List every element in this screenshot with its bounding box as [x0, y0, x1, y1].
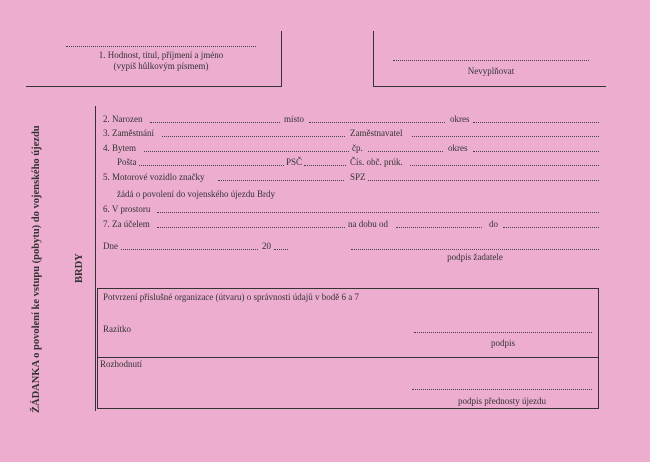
header-left-bottom-border	[26, 86, 282, 87]
header-left-border	[281, 31, 282, 87]
residence-district-field[interactable]	[473, 151, 599, 152]
birth-district-label: okres	[450, 114, 470, 124]
residence-district-label: okres	[448, 143, 468, 153]
vehicle-label: 5. Motorové vozidlo značky	[103, 172, 205, 182]
confirmation-heading: Potvrzení příslušné organizace (útvaru) o správnosti údajů v bodě 6 a 7	[103, 292, 360, 302]
decision-heading: Rozhodnutí	[100, 359, 142, 369]
year-field[interactable]	[274, 249, 288, 250]
applicant-signature-field[interactable]	[351, 249, 599, 250]
plate-field[interactable]	[368, 180, 599, 181]
area-field[interactable]	[157, 212, 599, 213]
house-number-label: čp.	[352, 143, 363, 153]
name-caption-1: 1. Hodnost, titul, příjmení a jméno	[98, 50, 224, 60]
residence-label: 4. Bytem	[103, 143, 136, 153]
purpose-field[interactable]	[157, 227, 345, 228]
form-title: ŽÁDANKA o povolení ke vstupu (pobytu) do vojenského újezdu	[31, 125, 42, 413]
request-text: žádá o povolení do vojenského újezdu Brdy	[117, 189, 275, 199]
vehicle-field[interactable]	[218, 180, 344, 181]
name-caption-2: (vypiš hůlkovým písmem)	[113, 61, 209, 71]
occupation-field[interactable]	[162, 136, 345, 137]
postal-code-field[interactable]	[304, 165, 346, 166]
birth-district-field[interactable]	[473, 122, 599, 123]
birthplace-label: místo	[284, 114, 305, 124]
employer-label: Zaměstnavatel	[350, 128, 403, 138]
date-field[interactable]	[121, 249, 258, 250]
area-label: 6. V prostoru	[103, 204, 151, 214]
office-use-line	[393, 60, 589, 61]
stamp-label: Razítko	[103, 324, 131, 334]
director-signature-field[interactable]	[412, 389, 592, 390]
office-use-caption: Nevyplňovat	[467, 66, 515, 76]
area-title: BRDY	[74, 253, 85, 283]
born-label: 2. Narozen	[103, 114, 143, 124]
director-signature-caption: podpis přednosty újezdu	[458, 396, 546, 406]
confirmation-signature-caption: podpis	[490, 338, 515, 348]
header-right-border	[373, 31, 374, 87]
id-card-field[interactable]	[410, 165, 599, 166]
occupation-label: 3. Zaměstnání	[103, 128, 154, 138]
house-number-field[interactable]	[368, 151, 443, 152]
header-right-bottom-border	[373, 86, 606, 87]
period-to-label: do	[489, 219, 498, 229]
employer-field[interactable]	[412, 136, 599, 137]
confirmation-signature-field[interactable]	[414, 332, 592, 333]
period-to-field[interactable]	[503, 227, 599, 228]
purpose-label: 7. Za účelem	[103, 219, 150, 229]
id-card-label: Čís. obč. prúk.	[350, 157, 403, 167]
form-left-rule	[95, 106, 96, 411]
plate-label: SPZ	[350, 172, 366, 182]
applicant-signature-caption: podpis žadatele	[447, 252, 503, 262]
name-field-line[interactable]	[66, 46, 256, 47]
period-from-label: na dobu od	[348, 219, 388, 229]
postal-code-label: PSČ	[286, 157, 303, 167]
period-from-field[interactable]	[396, 227, 482, 228]
birthplace-field[interactable]	[309, 122, 445, 123]
born-field[interactable]	[150, 122, 280, 123]
post-office-field[interactable]	[139, 165, 284, 166]
post-office-label: Pošta	[117, 157, 137, 167]
year-label: 20	[262, 241, 271, 251]
residence-field[interactable]	[144, 151, 349, 152]
date-label: Dne	[103, 241, 118, 251]
